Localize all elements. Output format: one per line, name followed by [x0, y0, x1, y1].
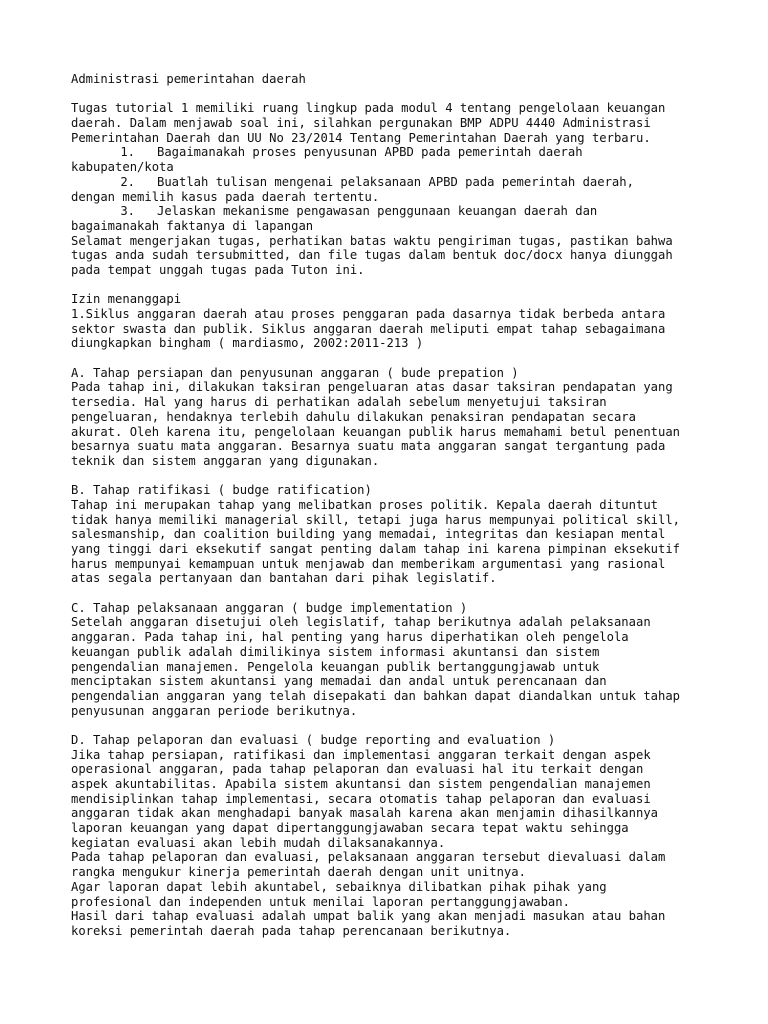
question-text: Buatlah tulisan mengenai pelaksanaan APBD pada pemerintah daerah, — [157, 174, 634, 189]
closing-line: Selamat mengerjakan tugas, perhatikan batas waktu pengiriman tugas, pastikan bahwa — [71, 233, 673, 248]
section-line: yang tinggi dari eksekutif sangat penting dalam tahap ini karena pimpinan eksekutif — [71, 542, 681, 556]
blank-line — [71, 87, 708, 102]
question-number: 1. — [120, 145, 135, 160]
question-text: Bagaimanakah proses penyusunan APBD pada pemerintah daerah — [157, 145, 583, 160]
section-heading: C. Tahap pelaksanaan anggaran ( budge implementation ) — [71, 600, 468, 615]
intro-line: daerah. Dalam menjawab soal ini, silahkan pergunakan BMP ADPU 4440 Administrasi — [71, 116, 651, 131]
closing-paragraph — [71, 234, 708, 278]
question-continuation: dengan memilih kasus pada daerah tertentu. — [71, 189, 380, 204]
section-b — [71, 483, 708, 586]
blank-line — [71, 469, 708, 484]
section-line: aspek akuntabilitas. Apabila sistem akuntansi dan sistem pengendalian manajemen — [71, 777, 651, 791]
section-line: anggaran. Pada tahap ini, hal penting yang harus diperhatikan oleh pengelola — [71, 630, 629, 645]
section-line: Jika tahap persiapan, ratifikasi dan implementasi anggaran terkait dengan aspek — [71, 747, 651, 762]
intro-line: Pemerintahan Daerah dan UU No 23/2014 Tentang Pemerintahan Daerah yang terbaru. — [71, 130, 651, 145]
question-number: 3. — [120, 204, 135, 219]
section-line: tidak hanya memiliki managerial skill, tetapi juga harus mempunyai political skill, — [71, 512, 681, 527]
section-line: operasional anggaran, pada tahap pelaporan dan evaluasi hal itu terkait dengan — [71, 762, 644, 777]
section-line: rangka mengukur kinerja pemerintah daerah dengan unit unitnya. — [71, 865, 526, 880]
closing-line: tugas anda sudah tersubmitted, dan file tugas dalam bentuk doc/docx hanya diunggah — [71, 248, 673, 263]
section-line: akurat. Oleh karena itu, pengelolaan keuangan publik harus memahami betul penentuan — [71, 424, 681, 439]
answer-intro-line: sektor swasta dan publik. Siklus anggaran daerah meliputi empat tahap sebagaimana — [71, 321, 666, 336]
section-line: pengendalian manajemen. Pengelola keuangan publik bertanggungjawab untuk — [71, 659, 600, 674]
closing-line: pada tempat unggah tugas pada Tuton ini. — [71, 262, 365, 277]
section-line: anggaran tidak akan menghadapi banyak masalah karena akan menjamin dihasilkannya — [71, 806, 658, 821]
section-heading: A. Tahap persiapan dan penyusunan anggaran ( bude prepation ) — [71, 365, 519, 380]
section-line: Hasil dari tahap evaluasi adalah umpat balik yang akan menjadi masukan atau bahan — [71, 909, 666, 924]
blank-line — [71, 586, 708, 601]
answer-heading: Izin menanggapi — [71, 292, 182, 307]
section-line: besarnya suatu mata anggaran. Besarnya suatu mata anggaran sangat tergantung pada — [71, 439, 666, 454]
answer-intro — [71, 307, 708, 351]
question-item — [71, 175, 708, 204]
section-d — [71, 733, 708, 939]
question-item — [71, 204, 708, 233]
question-number: 2. — [120, 174, 135, 189]
intro-paragraph — [71, 101, 708, 145]
intro-line: Tugas tutorial 1 memiliki ruang lingkup pada modul 4 tentang pengelolaan keuangan — [71, 101, 666, 116]
answer-intro-line: 1.Siklus anggaran daerah atau proses penggaran pada dasarnya tidak berbeda antara — [71, 307, 666, 321]
section-c — [71, 601, 708, 719]
section-line: laporan keuangan yang dapat dipertanggungjawaban secara tepat waktu sehingga — [71, 821, 629, 836]
section-line: mendisiplinkan tahap implementasi, secara otomatis tahap pelaporan dan evaluasi — [71, 791, 651, 806]
blank-line — [71, 718, 708, 733]
document-title: Administrasi pemerintahan daerah — [71, 72, 306, 86]
section-line: koreksi pemerintah daerah pada tahap perencanaan berikutnya. — [71, 923, 512, 938]
section-line: tersedia. Hal yang harus di perhatikan adalah sebelum menyetujui taksiran — [71, 395, 607, 410]
question-continuation: bagaimanakah faktanya di lapangan — [71, 218, 314, 233]
section-line: Tahap ini merupakan tahap yang melibatkan proses politik. Kepala daerah dituntut — [71, 497, 658, 512]
blank-line — [71, 278, 708, 293]
question-continuation: kabupaten/kota — [71, 160, 174, 175]
section-line: Pada tahap pelaporan dan evaluasi, pelaksanaan anggaran tersebut dievaluasi dalam — [71, 850, 666, 865]
answer-intro-line: diungkapkan bingham ( mardiasmo, 2002:2011-213 ) — [71, 336, 424, 351]
section-line: Pada tahap ini, dilakukan taksiran pengeluaran atas dasar taksiran pendapatan yang — [71, 380, 673, 395]
section-line: pengeluaran, hendaknya terlebih dahulu dilakukan penaksiran pendapatan secara — [71, 409, 636, 424]
section-line: pengendalian anggaran yang telah disepakati dan bahkan dapat diandalkan untuk tahap — [71, 688, 681, 703]
question-text: Jelaskan mekanisme pengawasan penggunaan keuangan daerah dan — [157, 204, 598, 219]
section-line: kegiatan evaluasi akan lebih mudah dilaksanakannya. — [71, 835, 446, 850]
section-a — [71, 366, 708, 469]
section-line: Setelah anggaran disetujui oleh legislatif, tahap berikutnya adalah pelaksanaan — [71, 615, 651, 630]
blank-line — [71, 351, 708, 366]
section-line: teknik dan sistem anggaran yang digunakan. — [71, 453, 380, 468]
question-list — [71, 145, 708, 233]
section-line: menciptakan sistem akuntansi yang memadai dan andal untuk perencanaan dan — [71, 674, 607, 689]
section-line: harus mempunyai kemampuan untuk menjawab dan memberikam argumentasi yang rasional — [71, 556, 666, 571]
section-heading: B. Tahap ratifikasi ( budge ratification) — [71, 483, 372, 498]
section-line: profesional dan independen untuk menilai laporan pertanggungjawaban. — [71, 894, 570, 909]
question-item — [71, 145, 708, 174]
section-line: atas segala pertanyaan dan bantahan dari pihak legislatif. — [71, 571, 497, 586]
section-line: Agar laporan dapat lebih akuntabel, sebaiknya dilibatkan pihak pihak yang — [71, 879, 607, 894]
section-line: salesmanship, dan coalition building yang memadai, integritas dan kesiapan mental — [71, 527, 666, 542]
section-heading: D. Tahap pelaporan dan evaluasi ( budge reporting and evaluation ) — [71, 732, 556, 747]
section-line: keuangan publik adalah dimilikinya sistem informasi akuntansi dan sistem — [71, 644, 600, 659]
section-line: penyusunan anggaran periode berikutnya. — [71, 703, 358, 718]
